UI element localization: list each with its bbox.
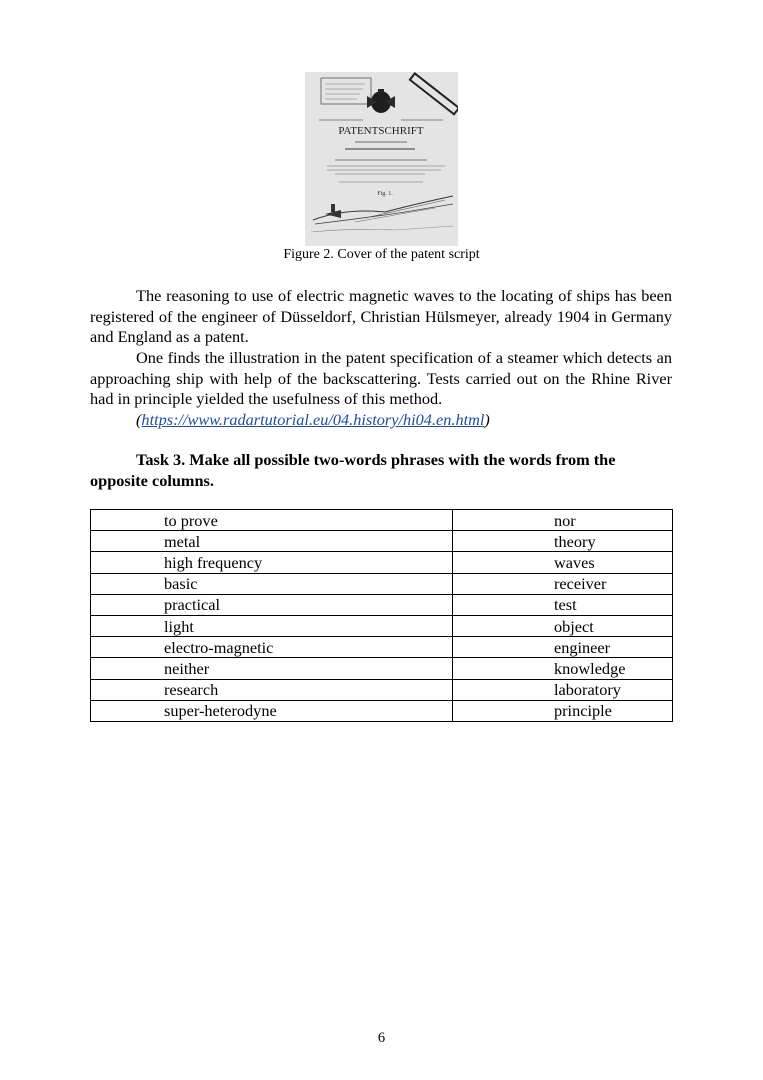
word-columns-table (90, 509, 673, 722)
right-column-cell: test (453, 594, 673, 615)
source-link[interactable]: https://www.radartutorial.eu/04.history/hi04.en.html (141, 410, 485, 429)
right-column-cell: nor (453, 510, 673, 531)
table-row (91, 510, 673, 531)
left-column-cell: neither (91, 658, 453, 679)
left-column-cell: to prove (91, 510, 453, 531)
table-row (91, 573, 673, 594)
right-column-cell: theory (453, 531, 673, 552)
right-column-cell: object (453, 615, 673, 636)
left-column-cell: electro-magnetic (91, 637, 453, 658)
right-column-cell: laboratory (453, 679, 673, 700)
paragraph-2: One finds the illustration in the patent specification of a steamer which detects an approaching ship with help of the backscattering. Tests carried out on the Rhine River had in principle yielded the usefulness of this method. (90, 348, 672, 409)
right-column-cell: knowledge (453, 658, 673, 679)
right-column-cell: waves (453, 552, 673, 573)
table-row (91, 700, 673, 721)
page-number: 6 (377, 1030, 386, 1046)
svg-text:Fig. 1.: Fig. 1. (377, 191, 393, 197)
source-open-paren: ( (136, 410, 142, 429)
table-row (91, 531, 673, 552)
right-column-cell: engineer (453, 637, 673, 658)
left-column-cell: high frequency (91, 552, 453, 573)
left-column-cell: basic (91, 573, 453, 594)
left-column-cell: super-heterodyne (91, 700, 453, 721)
source-reference (136, 410, 490, 431)
left-column-cell: practical (91, 594, 453, 615)
table-row (91, 594, 673, 615)
source-close-paren: ) (484, 410, 490, 429)
table-row (91, 637, 673, 658)
table-row (91, 552, 673, 573)
right-column-cell: principle (453, 700, 673, 721)
table-row (91, 679, 673, 700)
figure-caption: Figure 2. Cover of the patent script (283, 247, 480, 262)
left-column-cell: metal (91, 531, 453, 552)
task-heading: Task 3. Make all possible two-words phrases with the words from the opposite columns. (90, 450, 616, 490)
patent-cover-image (305, 72, 458, 246)
right-column-cell: receiver (453, 573, 673, 594)
left-column-cell: research (91, 679, 453, 700)
table-row (91, 658, 673, 679)
svg-text:PATENTSCHRIFT: PATENTSCHRIFT (338, 125, 424, 137)
paragraph-1: The reasoning to use of electric magnetic waves to the locating of ships has been registered of the engineer of Düsseldorf, Christian Hülsmeyer, already 1904 in Germany and England as a patent. (90, 286, 672, 347)
table-row (91, 615, 673, 636)
left-column-cell: light (91, 615, 453, 636)
